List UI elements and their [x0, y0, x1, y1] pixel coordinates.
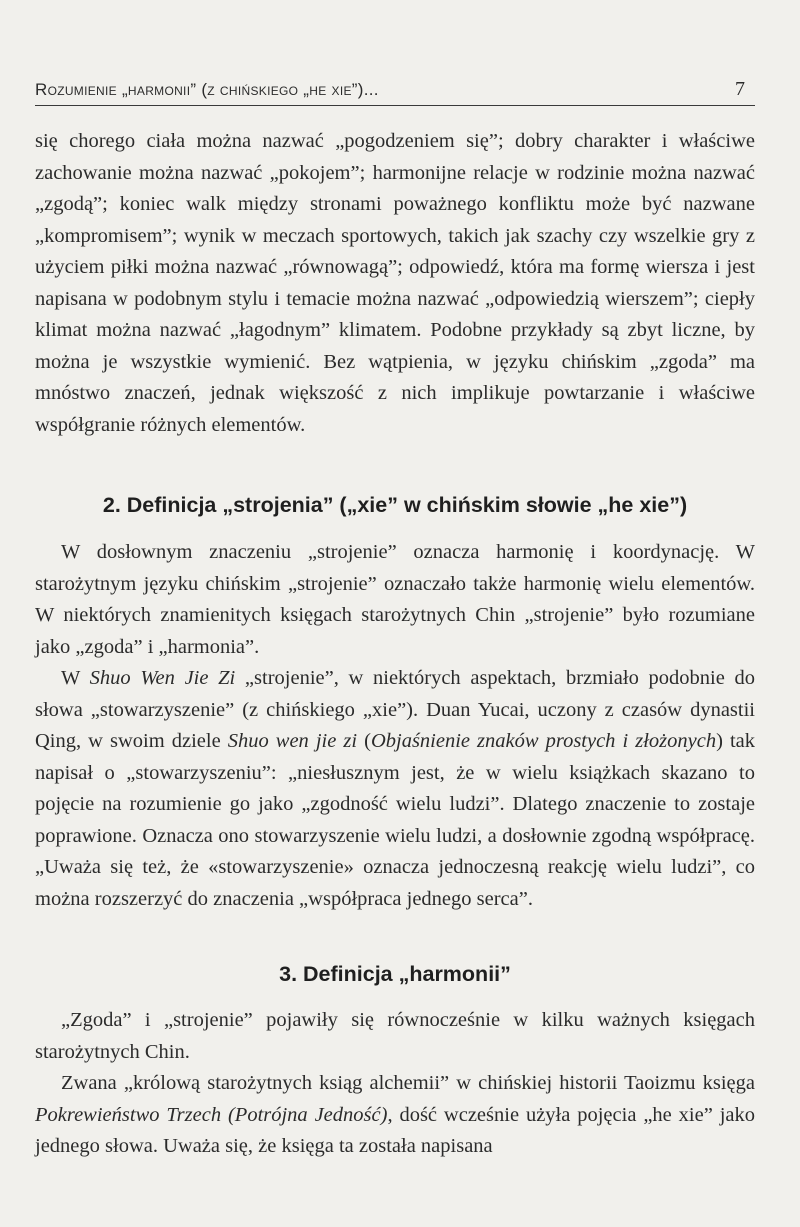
- section-3-heading: 3. Definicja „harmonii”: [279, 962, 511, 986]
- body-text: [35, 126, 755, 1163]
- intro-paragraph: się chorego ciała można nazwać „pogodzeniem się”; dobry charakter i właściwe zachowanie można nazwać „pokojem”; harmonijne relacje w rodzinie można nazwać „zgodą”; koniec walk między stronami poważnego konfliktu może być nazwane „kompromisem”; wynik w meczach sportowych, takich jak szachy czy wszelkie gry z użyciem piłki można nazwać „równowagą”; odpowiedź, która ma formę wiersza i jest napisana w podobnym stylu i temacie można nazwać „odpowiedzią wierszem”; ciepły klimat można nazwać „łagodnym” klimatem. Podobne przykłady są zbyt liczne, by można je wszystkie wymienić. Bez wątpienia, w języku chińskim „zgoda” ma mnóstwo znaczeń, jednak większość z nich implikuje powtarzanie i właściwe współgranie różnych elementów.: [35, 130, 755, 436]
- running-title: Rozumienie „harmonii” (z chińskiego „he xie”)...: [35, 80, 379, 99]
- text-run: ) tak napisał o „stowarzyszeniu”: „niesłusznym jest, że w wielu książkach skazano to pojęcie na rozumienie go jako „zgodność wielu ludzi”. Dlatego znaczenie to zostaje poprawione. Oznacza ono stowarzyszenie wielu ludzi, a dosłownie zgodną współpracę. „Uważa się też, że «stowarzyszenie» oznacza jednoczesną reakcję wielu ludzi”, co można rozszerzyć do znaczenia „współpraca jednego serca”.: [35, 730, 755, 910]
- page-number: 7: [735, 78, 745, 100]
- book-title: Shuo wen jie zi: [227, 730, 358, 752]
- section-2-paragraph-1: W dosłownym znaczeniu „strojenie” oznacza harmonię i koordynację. W starożytnym języku chińskim „strojenie” oznaczało także harmonię wielu elementów. W niektórych znamienitych księgach starożytnych Chin „strojenie” było rozumiane jako „zgoda” i „harmonia”.: [35, 541, 755, 658]
- section-2-heading: 2. Definicja „strojenia” („xie” w chińskim słowie „he xie”): [102, 493, 688, 517]
- book-page: [35, 0, 755, 1227]
- text-run: , dość wcześnie użyła pojęcia „he xie” jako jednego słowa. Uważa się, że księga ta została napisana: [35, 1103, 755, 1157]
- text-run: Zwana „królową starożytnych ksiąg alchemii” w chińskiej historii Taoizmu księga: [61, 1072, 755, 1094]
- book-title: Shuo Wen Jie Zi: [89, 667, 236, 689]
- section-3-paragraph-1: „Zgoda” i „strojenie” pojawiły się równocześnie w kilku ważnych księgach starożytnych Chin.: [35, 1009, 755, 1063]
- text-run: „strojenie”, w niektórych aspektach, brzmiało podobnie do słowa „stowarzyszenie” (z chińskiego „xie”). Duan Yucai, uczony z czasów dynastii Qing, w swoim dziele: [35, 667, 755, 752]
- book-title-translation: Objaśnienie znaków prostych i złożonych: [370, 730, 717, 752]
- text-run: W: [61, 667, 90, 689]
- section-3-paragraph-2: [35, 1068, 755, 1163]
- section-2-paragraph-2: [35, 663, 755, 915]
- running-header: [35, 76, 755, 106]
- book-title: Pokrewieństwo Trzech (Potrójna Jedność): [35, 1103, 388, 1126]
- text-run: (: [357, 730, 371, 752]
